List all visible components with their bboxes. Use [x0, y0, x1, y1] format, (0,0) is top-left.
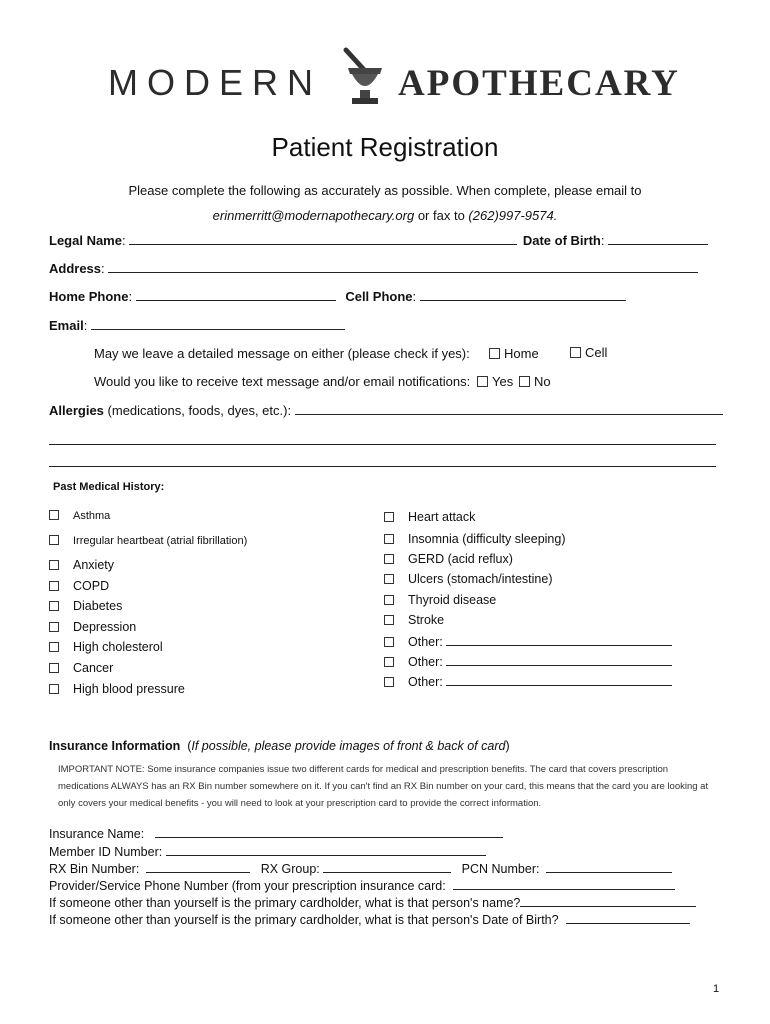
- text-no-option[interactable]: [519, 374, 551, 389]
- yes-option-label: Yes: [492, 374, 514, 389]
- checkbox[interactable]: [384, 512, 394, 522]
- phone-row: Home Phone: Cell Phone:: [49, 289, 626, 304]
- page-number: 1: [713, 983, 720, 995]
- checkbox[interactable]: [49, 684, 59, 694]
- checkbox[interactable]: [49, 601, 59, 611]
- rx-bin-label: RX Bin Number:: [49, 862, 140, 876]
- checkbox[interactable]: [384, 637, 394, 647]
- pcn-field[interactable]: [546, 861, 672, 873]
- history-option-other[interactable]: [384, 634, 672, 649]
- contact-email[interactable]: erinmerritt@modernapothecary.org: [212, 208, 415, 223]
- email-label: Email: [49, 318, 84, 333]
- text-question: Would you like to receive text message and/or email notifications:: [94, 374, 471, 389]
- logo-text-apothecary: APOTHECARY: [398, 63, 680, 104]
- history-label: Insomnia (difficulty sleeping): [408, 532, 566, 546]
- checkbox[interactable]: [384, 677, 394, 687]
- history-option[interactable]: [384, 613, 444, 627]
- history-label: High cholesterol: [73, 640, 163, 654]
- history-option[interactable]: [49, 558, 114, 572]
- history-label: Other:: [408, 635, 443, 649]
- checkbox[interactable]: [384, 574, 394, 584]
- checkbox[interactable]: [49, 560, 59, 570]
- text-yes-option[interactable]: [477, 374, 513, 389]
- history-option[interactable]: [49, 640, 163, 654]
- cardholder-name-field[interactable]: [520, 895, 696, 907]
- history-option[interactable]: [384, 572, 553, 586]
- home-option-label: Home: [504, 346, 539, 361]
- intro-or-fax: or fax to: [414, 208, 469, 223]
- dob-label: Date of Birth: [522, 233, 601, 248]
- checkbox[interactable]: [384, 615, 394, 625]
- history-label: Stroke: [408, 613, 445, 627]
- history-option-other[interactable]: [384, 654, 672, 669]
- cardholder-dob-row: [49, 912, 690, 927]
- legal-name-label: Legal Name: [49, 233, 122, 248]
- contact-fax: (262)997-9574.: [468, 208, 558, 223]
- history-label: COPD: [73, 579, 110, 593]
- legal-name-row: Legal Name: Date of Birth:: [49, 233, 708, 248]
- history-heading: Past Medical History:: [53, 481, 165, 493]
- cell-option-label: Cell: [585, 345, 608, 360]
- rx-row: [49, 861, 672, 876]
- checkbox[interactable]: [49, 581, 59, 591]
- provider-phone-row: [49, 878, 675, 893]
- logo-text-modern: MODERN: [108, 62, 322, 103]
- history-option[interactable]: [384, 532, 565, 546]
- home-checkbox[interactable]: [489, 348, 500, 359]
- dob-field[interactable]: [608, 233, 708, 245]
- mortar-pestle-logo-icon: [340, 46, 390, 110]
- allergies-line-2[interactable]: [49, 444, 716, 445]
- message-cell-option[interactable]: [570, 345, 607, 360]
- home-phone-label: Home Phone: [49, 289, 129, 304]
- allergies-field[interactable]: [295, 403, 723, 415]
- insurance-name-row: [49, 826, 503, 841]
- rx-bin-field[interactable]: [146, 861, 250, 873]
- history-option-other[interactable]: [384, 674, 672, 689]
- checkbox[interactable]: [384, 595, 394, 605]
- provider-phone-field[interactable]: [453, 878, 675, 890]
- member-id-field[interactable]: [166, 844, 486, 856]
- checkbox[interactable]: [49, 535, 59, 545]
- history-label: Other:: [408, 675, 443, 689]
- history-option[interactable]: [384, 510, 475, 524]
- allergies-row: [49, 403, 723, 418]
- cell-checkbox[interactable]: [570, 347, 581, 358]
- cell-phone-field[interactable]: [420, 289, 626, 301]
- cell-phone-label: Cell Phone: [345, 289, 413, 304]
- insurance-name-label: Insurance Name:: [49, 827, 145, 841]
- rx-group-field[interactable]: [323, 861, 451, 873]
- checkbox[interactable]: [384, 657, 394, 667]
- history-option[interactable]: [384, 593, 496, 607]
- insurance-heading-note: If possible, please provide images of front & back of card: [191, 739, 506, 753]
- checkbox[interactable]: [384, 554, 394, 564]
- message-question: May we leave a detailed message on either (please check if yes):: [94, 346, 470, 361]
- rx-group-label: RX Group:: [260, 862, 320, 876]
- history-label: Diabetes: [73, 599, 123, 613]
- history-option[interactable]: [49, 599, 122, 613]
- email-row: Email:: [49, 318, 345, 333]
- checkbox[interactable]: [49, 510, 59, 520]
- history-option[interactable]: [49, 682, 185, 696]
- no-checkbox[interactable]: [519, 376, 530, 387]
- history-option[interactable]: [49, 620, 136, 634]
- other-field[interactable]: [446, 674, 672, 686]
- yes-checkbox[interactable]: [477, 376, 488, 387]
- insurance-heading-row: Insurance Information (If possible, please provide images of front & back of card): [49, 739, 510, 753]
- no-option-label: No: [534, 374, 551, 389]
- insurance-name-field[interactable]: [155, 826, 503, 838]
- address-row: Address:: [49, 261, 698, 276]
- allergies-line-3[interactable]: [49, 466, 716, 467]
- checkbox[interactable]: [49, 622, 59, 632]
- provider-phone-label: Provider/Service Phone Number (from your prescription insurance card:: [49, 879, 446, 893]
- checkbox[interactable]: [49, 663, 59, 673]
- history-label: GERD (acid reflux): [408, 552, 513, 566]
- cardholder-dob-label: If someone other than yourself is the primary cardholder, what is that person's Date of Birth?: [49, 913, 559, 927]
- history-label: Cancer: [73, 661, 114, 675]
- history-label: Depression: [73, 620, 137, 634]
- other-field[interactable]: [446, 654, 672, 666]
- insurance-note-1: IMPORTANT NOTE: Some insurance companies issue two different cards for medical and prescription benefits. The card that covers prescription: [58, 764, 669, 775]
- address-field[interactable]: [108, 261, 698, 273]
- history-label: Other:: [408, 655, 443, 669]
- history-label: Irregular heartbeat (atrial fibrillation): [73, 535, 248, 547]
- intro-text: Please complete the following as accurately as possible. When complete, please email to: [128, 183, 642, 198]
- history-label: Ulcers (stomach/intestine): [408, 572, 553, 586]
- page-title: Patient Registration: [271, 132, 499, 162]
- history-option[interactable]: [49, 535, 247, 547]
- checkbox[interactable]: [384, 534, 394, 544]
- history-label: Thyroid disease: [408, 593, 497, 607]
- history-option[interactable]: [384, 552, 513, 566]
- allergies-label: Allergies: [49, 403, 104, 418]
- history-option[interactable]: [49, 579, 109, 593]
- allergies-hint: (medications, foods, dyes, etc.):: [103, 403, 295, 418]
- other-field[interactable]: [446, 634, 672, 646]
- message-home-option[interactable]: [489, 346, 539, 361]
- insurance-note-3: only covers your medical benefits - you will need to look at your prescription card to provide the correct information.: [58, 798, 542, 809]
- cardholder-dob-field[interactable]: [566, 912, 690, 924]
- history-label: Anxiety: [73, 558, 114, 572]
- history-option[interactable]: [49, 661, 113, 675]
- cardholder-name-row: [49, 895, 696, 910]
- insurance-note-2: medications ALWAYS has an RX Bin number somewhere on it. If you can't find an RX Bin number on your card, this means that the card you are looking at: [58, 781, 709, 792]
- email-field[interactable]: [91, 318, 345, 330]
- intro-contact: [0, 208, 770, 223]
- cardholder-name-label: If someone other than yourself is the primary cardholder, what is that person's name?: [49, 896, 521, 910]
- pcn-label: PCN Number:: [461, 862, 540, 876]
- history-label: Asthma: [73, 510, 111, 522]
- member-id-row: [49, 844, 486, 859]
- insurance-heading: Insurance Information: [49, 739, 181, 753]
- history-option[interactable]: [49, 510, 110, 522]
- checkbox[interactable]: [49, 642, 59, 652]
- home-phone-field[interactable]: [136, 289, 336, 301]
- member-id-label: Member ID Number:: [49, 845, 163, 859]
- history-label: Heart attack: [408, 510, 476, 524]
- legal-name-field[interactable]: [129, 233, 517, 245]
- history-label: High blood pressure: [73, 682, 185, 696]
- address-label: Address: [49, 261, 102, 276]
